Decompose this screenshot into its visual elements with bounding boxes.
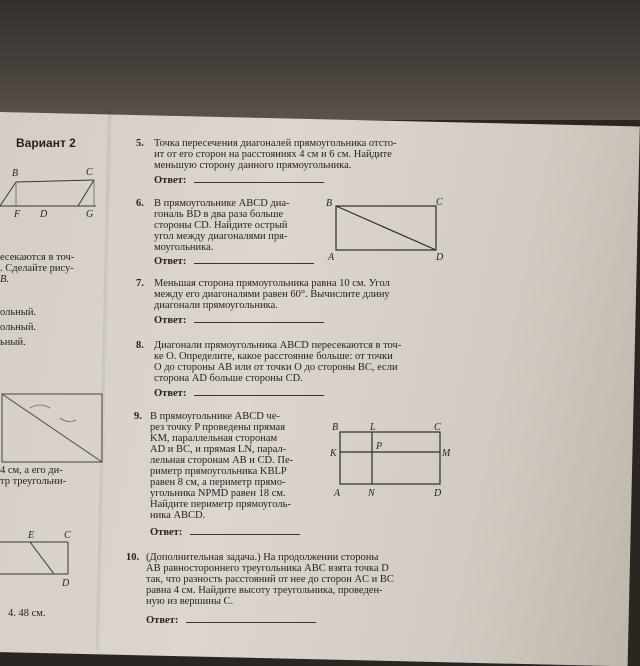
- fig6-label: B: [326, 198, 333, 209]
- answer-row: Ответ:: [150, 526, 300, 539]
- problem-text-line: лельная сторонам AB и CD. Пе-: [150, 455, 294, 466]
- problem6-figure: [322, 196, 450, 262]
- problem-text-line: моугольника.: [154, 242, 214, 253]
- problem-text-line: стороны CD. Найдите острый: [154, 220, 288, 231]
- problem-text-line: Меньшая сторона прямоугольника равна 10 см. Угол: [154, 278, 390, 289]
- problem-text-line: угол между диагоналями пря-: [154, 231, 288, 242]
- problem-text-line: AB равностороннего треугольника ABC взята точка D: [146, 563, 389, 574]
- left-figure-rectangle-sketch: [0, 388, 110, 468]
- answer-blank[interactable]: [194, 174, 324, 183]
- fig6-label: A: [328, 252, 335, 262]
- problem-text-line: Найдите периметр прямоуголь-: [150, 499, 291, 510]
- answer-row: Ответ:: [146, 614, 316, 627]
- problem-text-line: ке O. Определите, какое расстояние больше: от точки: [154, 351, 393, 362]
- left-fragment: В.: [0, 274, 10, 285]
- left-figure-trapezoid: [0, 528, 80, 588]
- answer-row: Ответ:: [154, 314, 324, 327]
- fig9-label: B: [332, 422, 339, 433]
- answer-row: Ответ:: [154, 387, 324, 400]
- left-fragment: ьный.: [0, 337, 26, 348]
- problem-text-line: В прямоугольнике ABCD диа-: [154, 198, 290, 209]
- answer-row: Ответ:: [154, 174, 324, 187]
- fig9-label: A: [334, 488, 341, 498]
- problem-text-line: угольника NPMD равен 18 см.: [150, 488, 286, 499]
- problem-number: 7.: [136, 278, 144, 289]
- fig6-label: D: [436, 252, 444, 262]
- problem-text-line: ит от его сторон на расстояниях 4 см и 6 см. Найдите: [154, 149, 392, 160]
- problem-text-line: (Дополнительная задача.) На продолжении стороны: [146, 552, 379, 563]
- fig1-label: F: [14, 209, 21, 218]
- problem-text-line: так, что разность расстояний от нее до сторон AC и BC: [146, 574, 394, 585]
- problem-text-line: между его диагоналями равен 60°. Вычислите длину: [154, 289, 390, 300]
- problem-text-line: равен 8 см, а периметр прямо-: [150, 477, 286, 488]
- problem-text-line: O до стороны AB или от точки O до стороны BC, если: [154, 362, 398, 373]
- problem-text-line: KM, параллельная сторонам: [150, 433, 278, 444]
- fig9-label: L: [370, 422, 376, 433]
- fig9-label: D: [434, 488, 442, 498]
- fig2-label: E: [28, 530, 35, 541]
- answer-blank[interactable]: [190, 526, 300, 535]
- problem-text-line: диагонали прямоугольника.: [154, 300, 278, 311]
- problem-number: 8.: [136, 340, 144, 351]
- fig1-label: G: [86, 209, 94, 218]
- problem-text-line: В прямоугольнике ABCD че-: [150, 411, 280, 422]
- answer-row: Ответ:: [154, 255, 314, 268]
- fig9-label: C: [434, 422, 441, 433]
- answer-blank[interactable]: [194, 255, 314, 264]
- problem-text-line: меньшую сторону данного прямоугольника.: [154, 160, 352, 171]
- fig9-label: M: [442, 448, 450, 459]
- problem-number: 6.: [136, 198, 144, 209]
- background-desk: [0, 0, 640, 120]
- problem-text-line: AD и BC, и прямая LN, парал-: [150, 444, 287, 455]
- problem-text-line: ника ABCD.: [150, 510, 206, 521]
- answer-blank[interactable]: [186, 614, 316, 623]
- problem-text-line: гональ BD в два раза больше: [154, 209, 284, 220]
- left-fragment: тр треугольни-: [0, 476, 67, 487]
- left-fragment: ольный.: [0, 322, 37, 333]
- problem-number: 5.: [136, 138, 144, 149]
- fig2-label: C: [64, 530, 71, 541]
- fig1-label: D: [40, 209, 48, 218]
- problem-number: 10.: [126, 552, 140, 563]
- problem-text-line: ную из вершины C.: [146, 596, 234, 607]
- left-fragment: 4 см, а его ди-: [0, 465, 63, 476]
- fig2-label: D: [62, 578, 70, 588]
- left-fragment: есекаются в точ-: [0, 252, 75, 263]
- problem-text-line: Диагонали прямоугольника ABCD пересекаются в точ-: [154, 340, 402, 351]
- left-figure-parallelogram: [0, 166, 105, 218]
- problem-text-line: Точка пересечения диагоналей прямоугольника отсто-: [154, 138, 397, 149]
- problem-text-line: риметр прямоугольника KBLP: [150, 466, 287, 477]
- fig9-label: N: [368, 488, 375, 498]
- problem-text-line: сторона AD больше стороны CD.: [154, 373, 303, 384]
- fig6-label: C: [436, 197, 443, 208]
- left-fragment: . Сделайте рису-: [0, 263, 74, 274]
- left-fragment: ольный.: [0, 307, 37, 318]
- fig9-label: P: [376, 441, 383, 452]
- answer-blank[interactable]: [194, 387, 324, 396]
- problem-text-line: равна 4 см. Найдите высоту треугольника, проведен-: [146, 585, 383, 596]
- fig9-label: K: [330, 448, 337, 459]
- left-fragment: 4. 48 см.: [8, 608, 46, 619]
- fig1-label: B: [12, 168, 19, 179]
- problem-text-line: рез точку P проведены прямая: [150, 422, 286, 433]
- fig1-label: C: [86, 167, 93, 178]
- answer-blank[interactable]: [194, 314, 324, 323]
- variant-title: Вариант 2: [16, 136, 76, 150]
- problem-number: 9.: [134, 411, 142, 422]
- problem9-figure: [326, 420, 450, 498]
